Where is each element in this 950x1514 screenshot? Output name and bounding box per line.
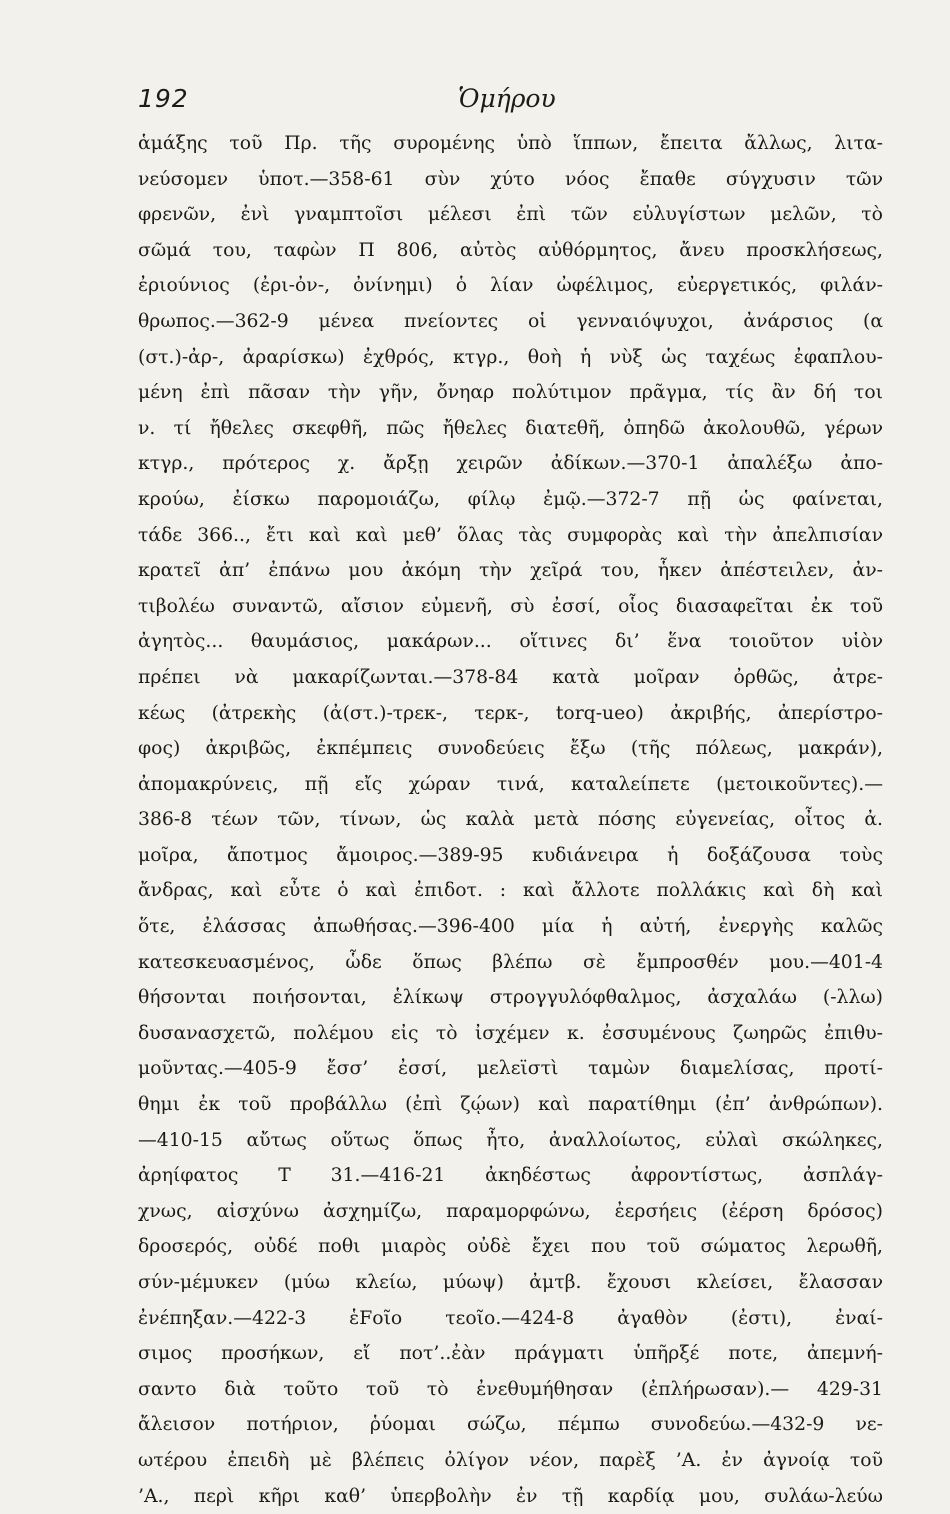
text-line: ἀρηίφατος Τ 31.—416-21 ἀκηδέστως ἀφροντίστως, ἀσπλάγ- xyxy=(138,1165,883,1187)
text-line: κατεσκευασμένος, ὧδε ὅπως βλέπω σὲ ἔμπροσθέν μου.—401-4 xyxy=(138,951,883,973)
text-line: ὅτε, ἐλάσσας ἀπωθήσας.—396-400 μία ἡ αὐτή, ἐνεργὴς καλῶς xyxy=(138,916,883,938)
text-line: ἐριούνιος (ἐρι-ὀν-, ὀνίνημι) ὁ λίαν ὠφέλιμος, εὐεργετικός, φιλάν- xyxy=(138,275,883,297)
text-line: ν. τί ἤθελες σκεφθῆ, πῶς ἤθελες διατεθῆ, ὀπηδῶ ἀκολουθῶ, γέρων xyxy=(138,417,883,439)
text-line: κτγρ., πρότερος χ. ἄρξῃ χειρῶν ἀδίκων.—370-1 ἀπαλέξω ἀπο- xyxy=(138,453,883,475)
text-line: κρατεῖ ἀπ’ ἐπάνω μου ἀκόμη τὴν χεῖρά του, ἧκεν ἀπέστειλεν, ἀν- xyxy=(138,560,883,582)
text-line: ἁμάξης τοῦ Πρ. τῆς συρομένης ὑπὸ ἵππων, ἔπειτα ἄλλως, λιτα- xyxy=(138,133,883,154)
text-line: σύν-μέμυκεν (μύω κλείω, μύωψ) ἀμτβ. ἔχουσι κλείσει, ἔλασσαν xyxy=(138,1272,883,1293)
text-line: ’Α., περὶ κῆρι καθ’ ὑπερβολὴν ἐν τῇ καρδίᾳ μου, συλάω-λεύω xyxy=(138,1485,883,1507)
commentary-text xyxy=(138,126,883,1514)
text-line: φος) ἀκριβῶς, ἐκπέμπεις συνοδεύεις ἔξω (τῆς πόλεως, μακράν), xyxy=(138,738,883,760)
text-line: (στ.)-ἀρ-, ἀραρίσκω) ἐχθρός, κτγρ., θοὴ ἡ νὺξ ὡς ταχέως ἐφαπλου- xyxy=(138,346,883,368)
text-line: θημι ἐκ τοῦ προβάλλω (ἐπὶ ζῴων) καὶ παρατίθημι (ἐπ’ ἀνθρώπων). xyxy=(138,1094,883,1116)
text-line: νεύσομεν ὑποτ.—358-61 σὺν χύτο νόος ἔπαθε σύγχυσιν τῶν xyxy=(138,168,883,190)
text-line: ἄνδρας, καὶ εὖτε ὁ καὶ ἐπιδοτ. : καὶ ἄλλοτε πολλάκις καὶ δὴ καὶ xyxy=(138,880,883,902)
text-line: —410-15 αὔτως οὕτως ὅπως ἦτο, ἀναλλοίωτος, εὐλαὶ σκώληκες, xyxy=(138,1129,883,1151)
text-line: μοῦντας.—405-9 ἔσσ’ ἐσσί, μελεϊστὶ ταμὼν διαμελίσας, προτί- xyxy=(138,1058,883,1080)
text-line: χνως, αἰσχύνω ἀσχημίζω, παραμορφώνω, ἐερσήεις (ἐέρση δρόσος) xyxy=(138,1200,883,1222)
text-line: τιβολέω συναντῶ, αἴσιον εὐμενῆ, σὺ ἐσσί, οἷος διασαφεῖται ἐκ τοῦ xyxy=(138,595,883,617)
text-line: ἀπομακρύνεις, πῇ εἴς χώραν τινά, καταλείπετε (μετοικοῦντες).— xyxy=(138,773,883,795)
text-line: ἐνέπηξαν.—422-3 ἑFοῖο τεοῖο.—424-8 ἀγαθὸν (ἐστι), ἐναί- xyxy=(138,1307,883,1329)
text-line: κρούω, ἐίσκω παρομοιάζω, φίλῳ ἐμῷ.—372-7 πῇ ὡς φαίνεται, xyxy=(138,488,883,510)
text-line: μοῖρα, ἄποτμος ἄμοιρος.—389-95 κυδιάνειρα ἡ δοξάζουσα τοὺς xyxy=(138,844,883,866)
text-line: ωτέρου ἐπειδὴ μὲ βλέπεις ὀλίγον νέον, παρὲξ ’Α. ἐν ἀγνοίᾳ τοῦ xyxy=(138,1449,883,1471)
text-line: δυσανασχετῶ, πολέμου εἰς τὸ ἰσχέμεν κ. ἐσσυμένους ζωηρῶς ἐπιθυ- xyxy=(138,1022,883,1044)
text-line: θρωπος.—362-9 μένεα πνείοντες οἱ γενναιόψυχοι, ἀνάρσιος (α xyxy=(138,310,883,332)
page-header xyxy=(138,84,880,124)
text-line: σιμος προσήκων, εἴ ποτ’..ἐὰν πράγματι ὑπῆρξέ ποτε, ἀπεμνή- xyxy=(138,1343,883,1365)
text-line: ἄλεισον ποτήριον, ῥύομαι σώζω, πέμπω συνοδεύω.—432-9 νε- xyxy=(138,1414,883,1436)
page-number: 192 xyxy=(138,84,189,113)
text-line: φρενῶν, ἐνὶ γναμπτοῖσι μέλεσι ἐπὶ τῶν εὐλυγίστων μελῶν, τὸ xyxy=(138,204,883,226)
text-line: ἀγητὸς... θαυμάσιος, μακάρων... οἵτινες δι’ ἕνα τοιοῦτον υἱὸν xyxy=(138,631,883,653)
text-line: σαντο διὰ τοῦτο τοῦ τὸ ἐνεθυμήθησαν (ἐπλήρωσαν).— 429-31 xyxy=(138,1378,883,1400)
text-line: σῶμά του, ταφὼν Π 806, αὐτὸς αὐθόρμητος, ἄνευ προσκλήσεως, xyxy=(138,239,883,261)
text-line: μένη ἐπὶ πᾶσαν τὴν γῆν, ὄνηαρ πολύτιμον πρᾶγμα, τίς ἂν δή τοι xyxy=(138,382,883,404)
text-line: θήσονται ποιήσονται, ἑλίκωψ στρογγυλόφθαλμος, ἀσχαλάω (-λλω) xyxy=(138,987,883,1009)
text-line: πρέπει νὰ μακαρίζωνται.—378-84 κατὰ μοῖραν ὀρθῶς, ἀτρε- xyxy=(138,666,883,688)
text-line: δροσερός, οὐδέ ποθι μιαρὸς οὐδὲ ἔχει που τοῦ σώματος λερωθῆ, xyxy=(138,1236,883,1258)
text-line: 386-8 τέων τῶν, τίνων, ὡς καλὰ μετὰ πόσης εὐγενείας, οἶτος ἀ. xyxy=(138,809,883,831)
running-title: Ὁμήρου xyxy=(458,84,556,113)
text-line: κέως (ἀτρεκὴς (ἀ(στ.)-τρεκ-, τερκ-, torq-ueo) ἀκριβής, ἀπερίστρο- xyxy=(138,702,883,724)
text-line: τάδε 366.., ἔτι καὶ καὶ μεθ’ ὅλας τὰς συμφορὰς καὶ τὴν ἀπελπισίαν xyxy=(138,524,883,546)
